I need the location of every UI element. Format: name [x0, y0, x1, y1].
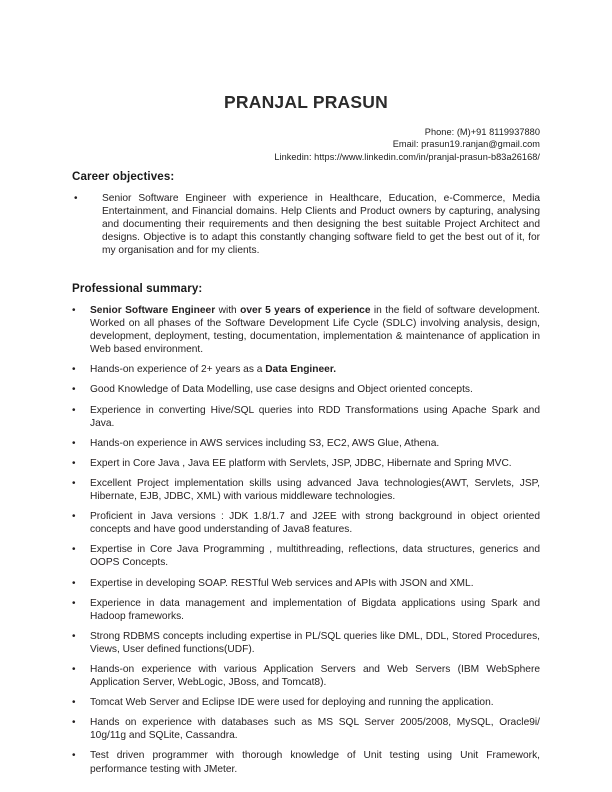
list-item-text: Hands-on experience in AWS services including S3, EC2, AWS Glue, Athena.: [90, 437, 440, 449]
list-item: [72, 404, 540, 430]
list-item-text: Good Knowledge of Data Modelling, use case designs and Object oriented concepts.: [90, 384, 473, 396]
list-item: [72, 597, 540, 623]
candidate-name: PRANJAL PRASUN: [224, 92, 388, 112]
list-item: [72, 577, 540, 590]
list-item-text: Hands on experience with databases such as MS SQL Server 2005/2008, MySQL, Oracle9i/ 10g/11g and SQLite, Cassandra.: [90, 717, 540, 742]
career-objectives-section: [72, 170, 540, 257]
list-item-text: Strong RDBMS concepts including expertise in PL/SQL queries like DML, DDL, Stored Procedures, Views, User defined functions(UDF).: [90, 630, 540, 655]
list-item: [72, 663, 540, 689]
contact-email: Email: prasun19.ranjan@gmail.com: [392, 139, 540, 150]
list-item: [72, 192, 540, 257]
list-item-text: Excellent Project implementation skills using advanced Java technologies(AWT, Servlets, JSP, Hibernate, EJB, JDBC, XML) with various middleware technologies.: [90, 477, 540, 503]
list-item-text: Hands-on experience with various Application Servers and Web Servers (IBM WebSphere Application Server, WebLogic, JBoss, and Tomcat8).: [90, 663, 540, 689]
list-item-text: • Senior Software Engineer with experience in Healthcare, Education, e-Commerce, Media Entertainment, and Financial domains. Help Clients and Product owners by capturing, analysing and documenting their requirements and then designing the best suitable Project Architect and designs. Objective is to adapt this constantly changing software field to get the best out of it, for my organisation and for my clients.: [102, 193, 540, 257]
contact-info: [120, 126, 540, 163]
list-item: [72, 304, 540, 356]
list-item-emphasis: over 5 years of experience: [240, 305, 371, 316]
list-item-text: Test driven programmer with thorough knowledge of Unit testing using Unit Framework, performance testing with JMeter.: [90, 750, 540, 775]
career-objectives-heading: Career objectives:: [72, 170, 175, 183]
professional-summary-list: [72, 304, 540, 776]
list-item-text: with: [215, 305, 241, 316]
list-item-emphasis: Data Engineer.: [265, 364, 337, 376]
professional-summary-heading: Professional summary:: [72, 282, 203, 295]
list-item: [72, 543, 540, 569]
list-item: [72, 630, 540, 656]
list-item-text: Hands-on experience of 2+ years as a: [90, 364, 266, 376]
list-item: [72, 749, 540, 775]
list-item-text: in the field of software development. Worked on all phases of the Software Development Life Cycle (SDLC) involving analysis, design, development, deployment, testing, documentation, implementation & maintenance of application in Web based environment.: [90, 305, 540, 356]
list-item-text: Proficient in Java versions : JDK 1.8/1.7 and J2EE with strong background in object oriented concepts and have good understanding of Java8 features.: [90, 511, 540, 536]
list-item-text: Experience in data management and implementation of Bigdata applications using Spark and Hadoop frameworks.: [90, 597, 540, 622]
list-item-text: Expertise in developing SOAP. RESTful Web services and APIs with JSON and XML.: [90, 577, 474, 589]
professional-summary-section: [72, 282, 540, 776]
list-item-text: Tomcat Web Server and Eclipse IDE were used for deploying and running the application.: [90, 697, 494, 709]
list-item: [72, 477, 540, 503]
list-item-text: Expertise in Core Java Programming , multithreading, reflections, data structures, generics and OOPS Concepts.: [90, 544, 540, 569]
list-item: [72, 363, 540, 376]
list-item: [72, 716, 540, 742]
list-item: [72, 383, 540, 396]
list-item: [72, 696, 540, 709]
list-item: [72, 457, 540, 470]
list-item-text: Experience in converting Hive/SQL queries into RDD Transformations using Apache Spark and Java.: [90, 404, 540, 429]
contact-phone: Phone: (M)+91 8119937880: [424, 127, 540, 137]
contact-linkedin: Linkedin: https://www.linkedin.com/in/pranjal-prasun-b83a26168/: [274, 151, 540, 162]
list-item-text: Expert in Core Java , Java EE platform with Servlets, JSP, JDBC, Hibernate and Spring MVC.: [90, 457, 512, 469]
career-objectives-list: [72, 192, 540, 257]
list-item: [72, 510, 540, 536]
list-item-emphasis: Senior Software Engineer: [90, 305, 216, 316]
list-item: [72, 437, 540, 450]
